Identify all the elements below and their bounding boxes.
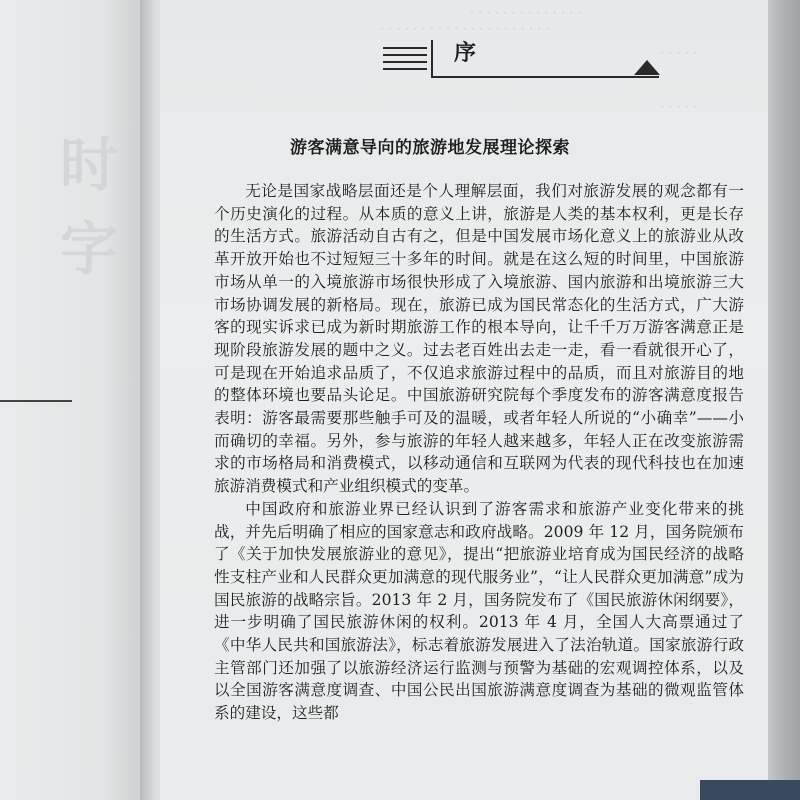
bleed-through-glyphs: 时字	[60, 131, 127, 283]
bleed-through-text: · · · · · · · · · · · · · ·	[470, 6, 582, 21]
bleed-through-text: · · · · ·	[660, 100, 698, 115]
bleed-through-text: · · · · ·	[660, 46, 698, 61]
bleed-through-text: · · · · · · · · · · · · · · · · · · · · ·	[380, 22, 550, 37]
paragraph: 中国政府和旅游业界已经认识到了游客需求和旅游产业变化带来的挑战，并先后明确了相应的国家意志和政府战略。2009 年 12 月，国务院颁布了《关于加快发展旅游业的意见》，提出“把旅游业培育成为国民经济的战略性支柱产业和人民群众更加满意的现代服务业”，“让人民群众更加满意”成为国民旅游的战略宗旨。2013 年 2 月，国务院发布了《国民旅游休闲纲要》，进一步明确了国民旅游休闲的权利。2013 年 4 月，全国人大高票通过了《中华人民共和国旅游法》，标志着旅游发展进入了法治轨道。国家旅游行政主管部门还加强了以旅游经济运行监测与预警为基础的宏观调控体系，以及以全国游客满意度调查、中国公民出国旅游满意度调查为基础的微观监管体系的建设，这些都	[214, 499, 744, 723]
paragraph: 无论是国家战略层面还是个人理解层面，我们对旅游发展的观念都有一个历史演化的过程。从本质的意义上讲，旅游是人类的基本权利，更是长存的生活方式。旅游活动自古有之，但是中国发展市场化意义上的旅游业从改革开放开始也不过短短三十多年的时间。就是在这么短的时间里，中国旅游市场从单一的入境旅游市场很快形成了入境旅游、国内旅游和出境旅游三大市场协调发展的新格局。现在，旅游已成为国民常态化的生活方式，广大游客的现实诉求已成为新时期旅游工作的根本导向，让千千万万游客满意正是现阶段旅游发展的题中之义。过去老百姓出去走一走，看一看就很开心了，可是现在开始追求品质了，不仅追求旅游过程中的品质，而且对旅游目的地的整体环境也要品头论足。中国旅游研究院每个季度发布的游客满意度报告表明：游客最需要那些触手可及的温暖，或者年轻人所说的“小确幸”——小而确切的幸福。另外，参与旅游的年轻人越来越多，年轻人正在改变旅游需求的市场格局和消费模式，以移动通信和互联网为代表的现代科技也在加速旅游消费模式和产业组织模式的变革。	[214, 182, 744, 496]
header-rule	[431, 76, 659, 78]
triangle-ornament-icon	[634, 60, 660, 75]
left-page-rule	[0, 400, 72, 402]
book-cover-corner	[700, 780, 800, 800]
article-body	[214, 180, 744, 725]
left-page	[0, 0, 150, 800]
header-bracket	[431, 40, 433, 78]
article-title: 游客满意导向的旅游地发展理论探索	[290, 138, 570, 158]
chapter-title: 序	[454, 40, 477, 66]
header-stripes-ornament	[383, 47, 427, 75]
page-edges	[768, 0, 800, 800]
